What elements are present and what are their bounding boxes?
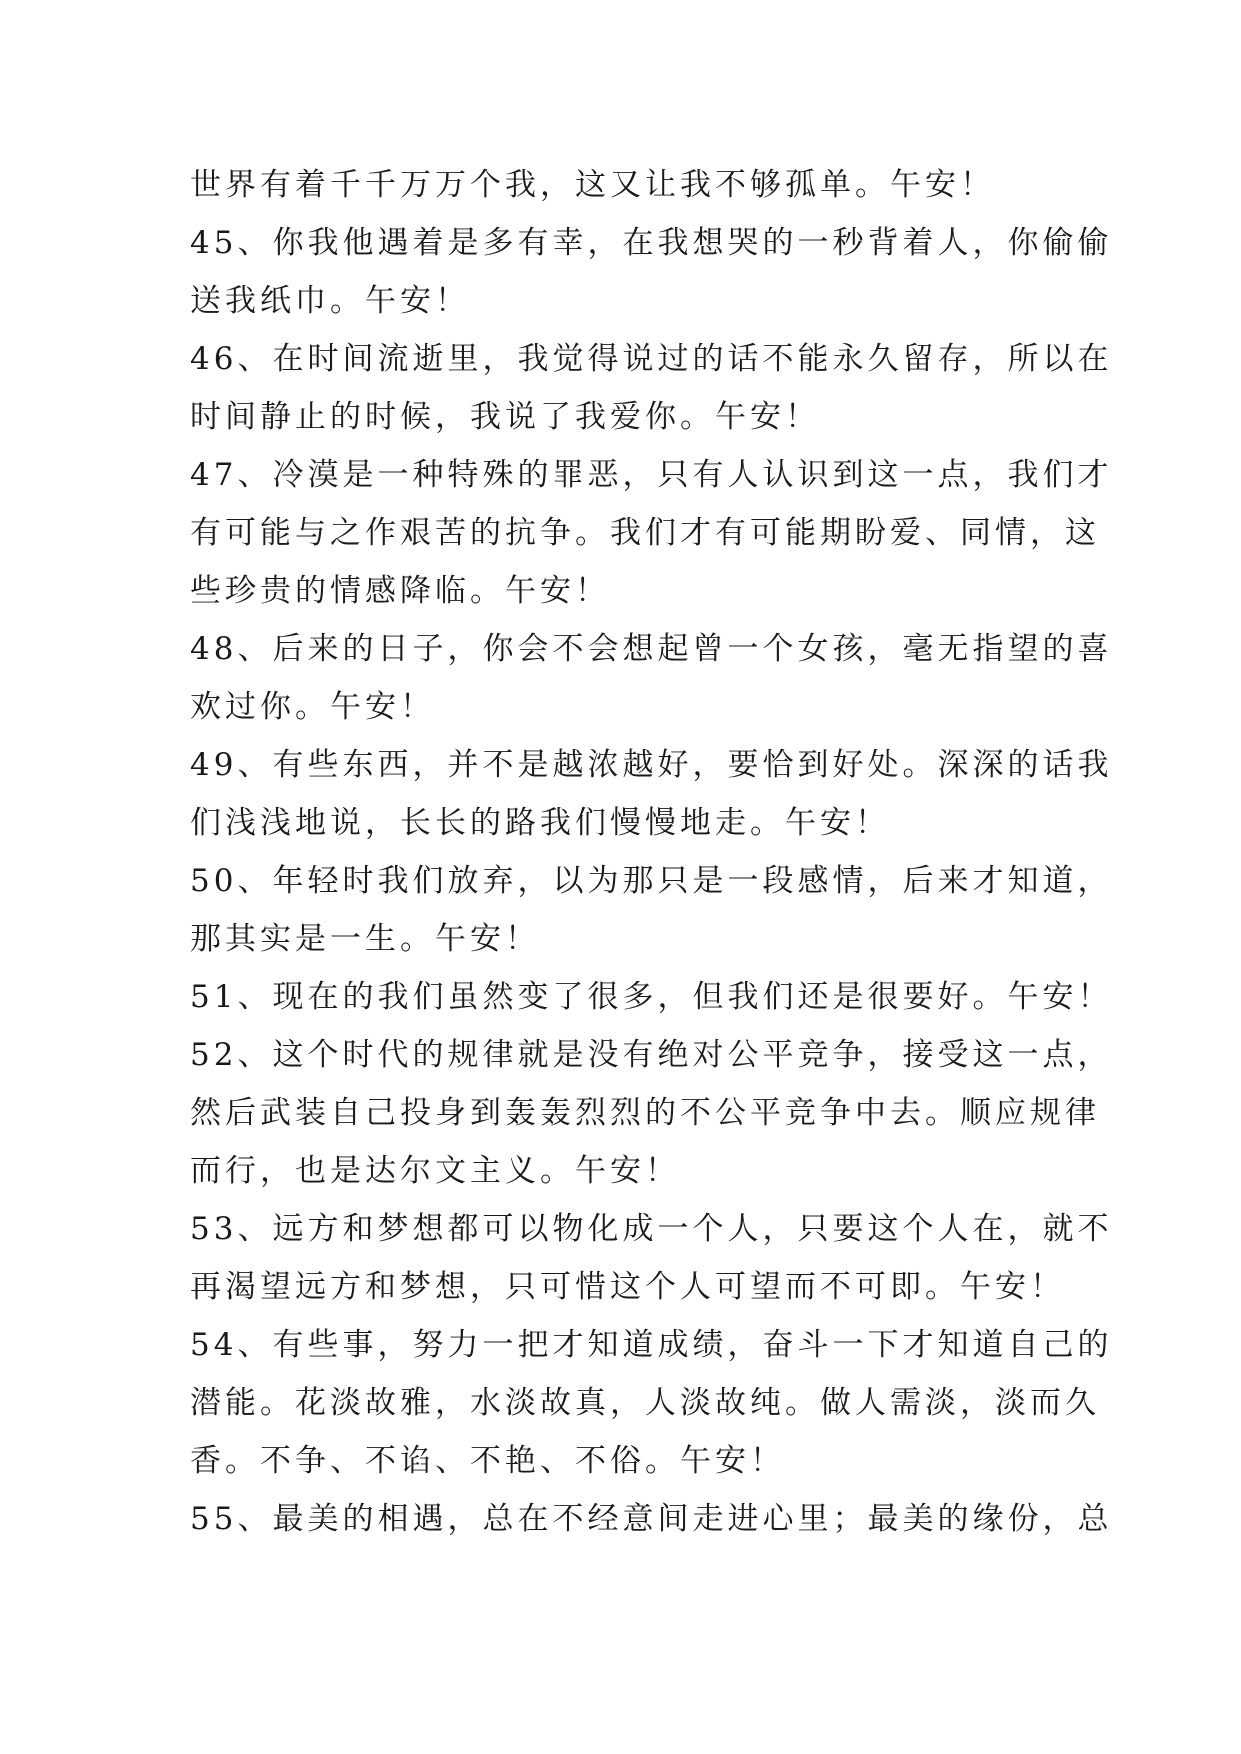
text-line: 时间静止的时候，我说了我爱你。午安！ [190, 399, 820, 435]
text-line: 48、后来的日子，你会不会想起曾一个女孩，毫无指望的喜 [190, 631, 1113, 667]
text-line: 潜能。花淡故雅，水淡故真，人淡故纯。做人需淡，淡而久 [190, 1385, 1100, 1421]
text-line: 55、最美的相遇，总在不经意间走进心里；最美的缘份，总 [190, 1501, 1113, 1537]
text-line: 有可能与之作艰苦的抗争。我们才有可能期盼爱、同情，这 [190, 515, 1100, 551]
text-line: 50、年轻时我们放弃，以为那只是一段感情，后来才知道， [190, 863, 1113, 899]
text-line: 49、有些东西，并不是越浓越好，要恰到好处。深深的话我 [190, 747, 1113, 783]
text-line: 送我纸巾。午安！ [190, 283, 470, 319]
text-line: 而行，也是达尔文主义。午安！ [190, 1153, 680, 1189]
text-line: 46、在时间流逝里，我觉得说过的话不能永久留存，所以在 [190, 341, 1113, 377]
text-line: 世界有着千千万万个我，这又让我不够孤单。午安！ [190, 167, 995, 203]
text-line: 53、远方和梦想都可以物化成一个人，只要这个人在，就不 [190, 1211, 1113, 1247]
text-line: 那其实是一生。午安！ [190, 921, 540, 957]
document-body [190, 156, 1113, 1548]
text-line: 51、现在的我们虽然变了很多，但我们还是很要好。午安！ [190, 979, 1113, 1015]
text-line: 些珍贵的情感降临。午安！ [190, 573, 610, 609]
text-line: 45、你我他遇着是多有幸，在我想哭的一秒背着人，你偷偷 [190, 225, 1113, 261]
text-line: 香。不争、不谄、不艳、不俗。午安！ [190, 1443, 785, 1479]
text-line: 52、这个时代的规律就是没有绝对公平竞争，接受这一点， [190, 1037, 1113, 1073]
text-line: 然后武装自己投身到轰轰烈烈的不公平竞争中去。顺应规律 [190, 1095, 1100, 1131]
text-line: 们浅浅地说，长长的路我们慢慢地走。午安！ [190, 805, 890, 841]
text-line: 再渴望远方和梦想，只可惜这个人可望而不可即。午安！ [190, 1269, 1065, 1305]
text-line: 54、有些事，努力一把才知道成绩，奋斗一下才知道自己的 [190, 1327, 1113, 1363]
text-line: 47、冷漠是一种特殊的罪恶，只有人认识到这一点，我们才 [190, 457, 1113, 493]
text-line: 欢过你。午安！ [190, 689, 435, 725]
